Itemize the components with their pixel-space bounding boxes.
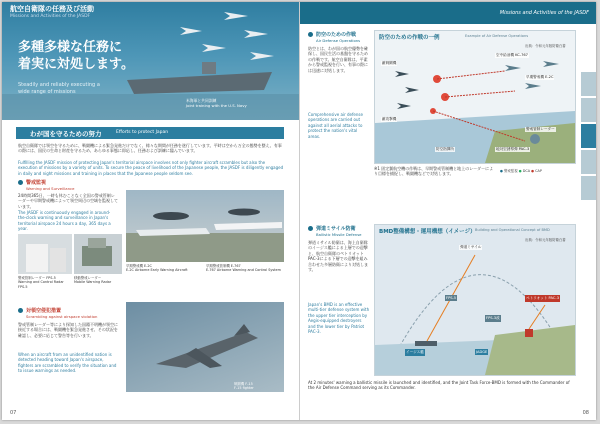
side-tabs bbox=[581, 72, 596, 202]
hero-lead bbox=[18, 39, 138, 73]
label-fps3: FPS-3改 bbox=[486, 316, 500, 320]
pac3-unit bbox=[525, 329, 533, 337]
intrusion-body-jp: 警戒管制レーダー等により探知した国籍不明機が領空に接近する場合には、戦闘機を緊急発進させ、その状況を確認し、必要に応じて警告等を行います。 bbox=[18, 322, 118, 338]
caption-mobile-radar: 移動警戒レーダー Mobile Warning Radar bbox=[74, 276, 112, 285]
intro-en: Fulfilling the JASDF mission of protecting Japan's territorial airspace involves not only fighter aircraft scrambles but also the execution of missions by a variety of units. To secure the peace of livelihood of the Japanese people, the JASDF is diligently engaged in daily and night missions and training in places that the Japanese people seldom see. bbox=[18, 160, 284, 176]
hero-lead-en: Steadily and reliably executing a wide range of missions bbox=[18, 82, 100, 95]
aegis-ship bbox=[415, 341, 437, 346]
radar-photo-2 bbox=[74, 234, 122, 274]
side-tab bbox=[581, 72, 596, 96]
defense-diagram-title: 防空のための作戦の一例 bbox=[379, 35, 440, 41]
intrusion-title-en: Scrambling against airspace violation bbox=[26, 314, 98, 319]
enemy-aircraft bbox=[395, 71, 419, 109]
section-band bbox=[16, 127, 284, 139]
label-pac3: 地対空誘導弾 PAC-3 bbox=[496, 147, 530, 151]
brochure-spread bbox=[2, 2, 596, 420]
defense-diagram bbox=[374, 30, 576, 164]
intrusion-bullet-icon bbox=[18, 308, 23, 313]
label-tanker: 空中給油機 KC-767 bbox=[496, 53, 528, 57]
page-number-right: 08 bbox=[582, 410, 589, 416]
label-pac3-bmd: ペトリオット PAC-3 bbox=[526, 296, 559, 300]
caption-fps5: 警戒管制レーダー FPS-5 Warning and Control Radar FPS-5 bbox=[18, 276, 64, 289]
defense-diagram-graphic bbox=[375, 31, 575, 163]
label-fps5: FPS-5 bbox=[446, 296, 457, 300]
label-jadge: JADGE bbox=[476, 350, 488, 354]
hero-lead-line1: 多種多様な任務に bbox=[18, 40, 123, 55]
hero-caption-jp: 米海軍と共同訓練 bbox=[186, 98, 217, 103]
hero-caption-en: Joint training with the U.S. Navy bbox=[186, 103, 247, 108]
radome-2 bbox=[228, 209, 260, 216]
left-header bbox=[2, 2, 299, 24]
jet-5 bbox=[180, 27, 202, 35]
intrusion-body-en: When an aircraft from an unidentified nation is detected heading toward Japan's airspace, fighters are scrambled to verify the situation and to issue warnings as needed. bbox=[18, 352, 117, 374]
warning-body-en: The JASDF is continuously engaged in around-the-clock warning and surveillance in Japan's territorial airspace 24 hours a day, 365 days a year. bbox=[18, 210, 111, 232]
e767-body bbox=[214, 222, 282, 230]
jet-3 bbox=[202, 44, 226, 52]
side-tab-active bbox=[581, 124, 596, 148]
e2c-body bbox=[136, 228, 210, 236]
defense-body-en: Comprehensive air defense operations are carried out against all aerial attacks to protect the nation's vital areas. bbox=[308, 112, 363, 139]
bmd-title-en: Ballistic Missile Defense bbox=[316, 232, 362, 237]
label-aegis: イージス艦 bbox=[406, 350, 424, 354]
bmd-title: 弾道ミサイル防衛 bbox=[316, 226, 356, 232]
bmd-body-jp: 弾道ミサイル防衛は、海上自衛隊のイージス艦による上層での迎撃と、航空自衛隊のペトリオットPAC-3による下層での迎撃を組み合わせた多層防衛により対処します。 bbox=[308, 240, 368, 273]
section-title: わが国を守るための努力 bbox=[30, 130, 102, 138]
engagement-bursts bbox=[430, 75, 449, 114]
bmd-diagram-title: BMD整備構想・運用構想（イメージ） bbox=[379, 229, 476, 235]
aircraft-photo bbox=[126, 190, 284, 262]
bmd-body-en: Japan's BMD is an effective multi-tier defense system with the upper tier interception by Aegis-equipped destroyers and the lower tier by Patriot PAC-3. bbox=[308, 302, 370, 335]
warning-title: 警戒監視 bbox=[26, 180, 47, 186]
defense-bullet-icon bbox=[308, 32, 313, 37]
sea bbox=[2, 94, 299, 120]
caption-e767: 早期警戒管制機 E-767 E-767 Airborne Warning and Control System bbox=[206, 264, 281, 273]
header-title: 航空自衛隊の任務及び活動 bbox=[10, 5, 94, 13]
jet-2 bbox=[244, 30, 268, 38]
label-e2c: 早期警戒機 E-2C bbox=[526, 75, 554, 79]
carrier-ship bbox=[127, 72, 272, 94]
bmd-bullet-icon bbox=[308, 226, 313, 231]
caption-e2c: 早期警戒機 E-2C E-2C Airborne Early Warning Aircraft bbox=[126, 264, 188, 273]
right-header bbox=[300, 2, 596, 24]
label-command-post: 防空指揮所 bbox=[436, 147, 454, 151]
f15-photo bbox=[126, 302, 284, 392]
intro-jp: 航空自衛隊では領空を守るために、戦闘機による緊急発進だけでなく、様々な期間が任務を遂行しています。平時は空から万全の態勢を整え、有事の際には、国民の生命と財産を守るため、あらゆる事態に即応し、任務および訓練に臨んでいます。 bbox=[18, 143, 282, 154]
carrier-tower bbox=[202, 62, 216, 74]
label-ballistic-missile: 弾道ミサイル bbox=[460, 245, 482, 249]
warning-title-en: Warning and Surveillance bbox=[26, 186, 75, 191]
right-page bbox=[299, 2, 596, 420]
ground-radar bbox=[530, 134, 540, 144]
right-header-title: Missions and Activities of the JASDF bbox=[499, 10, 589, 16]
jet-4 bbox=[250, 52, 274, 60]
radome-1 bbox=[153, 212, 189, 220]
warning-body-jp: 24時間365日、一時も休むことなく全国の警戒管制レーダーや早期警戒機によって領空周辺の空域を監視しています。 bbox=[18, 193, 118, 209]
defense-body-jp: 防空とは、わが国の航空優勢を確保し、国民生活の基盤を守るための作戦です。航空自衛隊は、平素から警戒監視を行い、有事の際には迅速に対処します。 bbox=[308, 46, 368, 73]
bmd-diagram bbox=[374, 224, 576, 376]
side-tab bbox=[581, 176, 596, 200]
label-enemy-attacker: 敵攻撃機 bbox=[382, 117, 397, 121]
warning-bullet-icon bbox=[18, 180, 23, 185]
defense-diagram-title-en: Example of Air Defense Operations bbox=[465, 34, 529, 38]
radar-photo-1 bbox=[18, 234, 72, 274]
defense-notes: ※1 固定翼航空機の作戦は、早期警戒管制機と地上のレーダーにより目標を捕捉し、戦闘機などで対処します。 bbox=[374, 166, 494, 177]
label-radar: 警戒管制レーダー bbox=[526, 127, 555, 131]
bmd-footer: At 2 minutes' warning a ballistic missile is launched and identified, and the Joint Task Force-BMD is formed with the Commander of the Air Defense Command serving as its Commander. bbox=[308, 380, 570, 391]
header-subtitle: Missions and Activities of the JASDF bbox=[10, 14, 91, 19]
left-page bbox=[2, 2, 299, 420]
defense-legend: ● 警戒監視 ● DCA ● CAP bbox=[500, 169, 542, 173]
caption-f15: 戦闘機 F-15 F-15 fighter bbox=[234, 382, 254, 391]
defense-diagram-source: 出典：令和元年版防衛白書 bbox=[525, 44, 566, 48]
label-enemy-fighter: 敵戦闘機 bbox=[382, 61, 397, 65]
bmd-diagram-source: 出典：令和元年版防衛白書 bbox=[525, 238, 566, 242]
section-title-en: Efforts to protect Japan bbox=[116, 130, 169, 135]
side-tab bbox=[581, 98, 596, 122]
side-tab bbox=[581, 150, 596, 174]
hero-lead-line2: 着実に対処します。 bbox=[18, 57, 134, 72]
defense-title-en: Air Defense Operations bbox=[316, 38, 361, 43]
page-number-left: 07 bbox=[10, 410, 17, 416]
intrusion-title: 対領空侵犯措置 bbox=[26, 308, 62, 314]
defense-title: 防空のための作戦 bbox=[316, 32, 357, 38]
bmd-diagram-title-en: Building and Operational Concept of BMD bbox=[475, 228, 550, 232]
